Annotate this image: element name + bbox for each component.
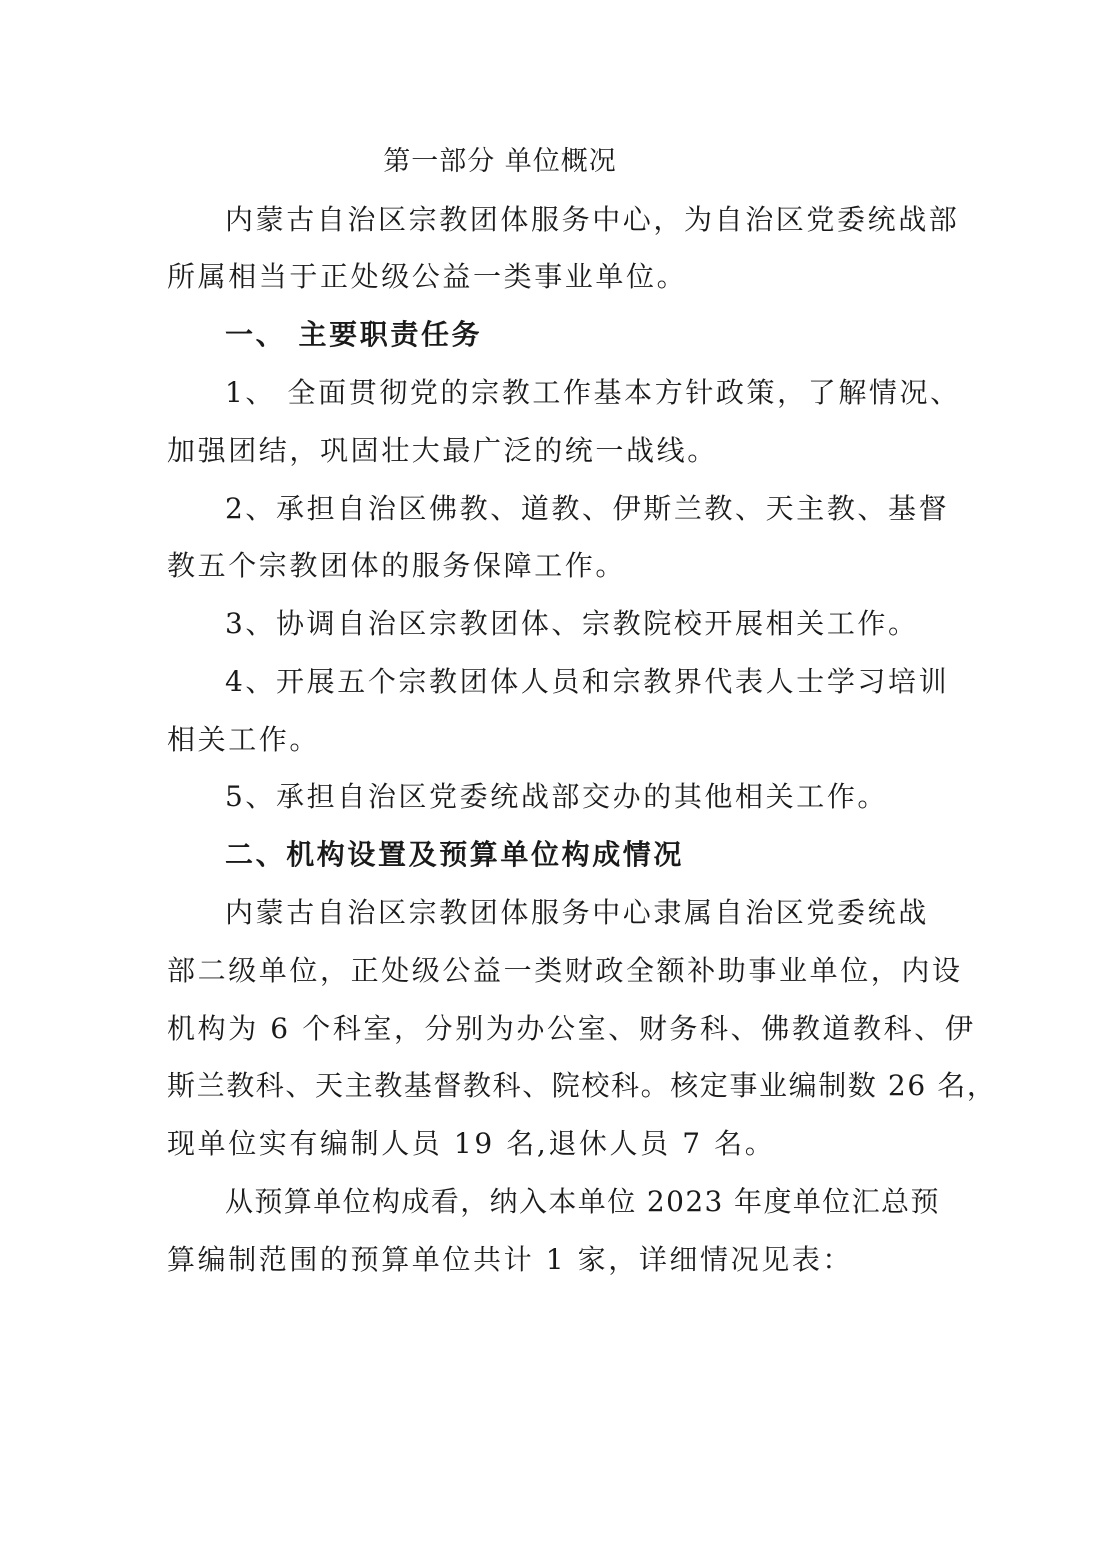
structure-para-line-2: 部二级单位，正处级公益一类财政全额补助事业单位，内设 — [167, 954, 963, 987]
duty-item-1-line-1: 1、 全面贯彻党的宗教工作基本方针政策，了解情况、 — [225, 376, 961, 409]
duty-item-1-line-2: 加强团结，巩固壮大最广泛的统一战线。 — [167, 434, 718, 467]
structure-para-line-1: 内蒙古自治区宗教团体服务中心隶属自治区党委统战 — [225, 896, 929, 929]
structure-para-line-5: 现单位实有编制人员 19 名,退休人员 7 名。 — [167, 1127, 776, 1160]
duty-item-2-line-2: 教五个宗教团体的服务保障工作。 — [167, 549, 627, 582]
budget-para-line-2: 算编制范围的预算单位共计 1 家，详细情况见表： — [167, 1243, 854, 1276]
duty-item-5-line-1: 5、承担自治区党委统战部交办的其他相关工作。 — [225, 780, 889, 813]
page-title: 第一部分 单位概况 — [383, 146, 617, 177]
duty-item-2-line-1: 2、承担自治区佛教、道教、伊斯兰教、天主教、基督 — [225, 492, 950, 525]
intro-line-2: 所属相当于正处级公益一类事业单位。 — [167, 260, 688, 293]
duty-item-4-line-2: 相关工作。 — [167, 723, 321, 756]
structure-para-line-3: 机构为 6 个科室，分别为办公室、财务科、佛教道教科、伊 — [167, 1012, 976, 1045]
structure-para-line-4: 斯兰教科、天主教基督教科、院校科。核定事业编制数 26 名， — [167, 1069, 997, 1102]
budget-para-line-1: 从预算单位构成看，纳入本单位 2023 年度单位汇总预 — [225, 1185, 940, 1218]
section-heading-duties: 一、 主要职责任务 — [225, 318, 483, 351]
duty-item-3-line-1: 3、协调自治区宗教团体、宗教院校开展相关工作。 — [225, 607, 919, 640]
intro-line-1: 内蒙古自治区宗教团体服务中心，为自治区党委统战部 — [225, 203, 960, 236]
duty-item-4-line-1: 4、开展五个宗教团体人员和宗教界代表人士学习培训 — [225, 665, 950, 698]
section-heading-structure: 二、机构设置及预算单位构成情况 — [225, 838, 685, 871]
